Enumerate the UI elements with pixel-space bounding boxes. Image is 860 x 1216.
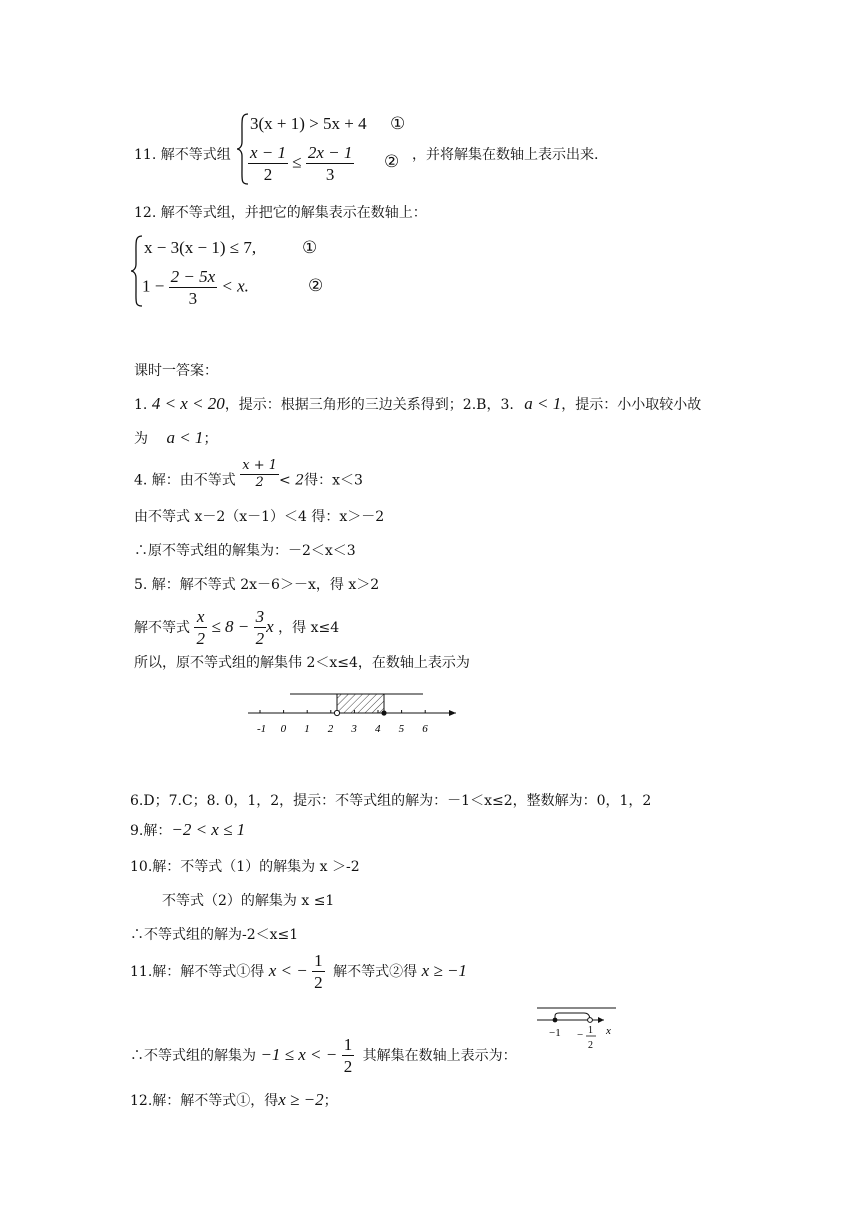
answer-1-cont-expr: a < 1: [166, 428, 204, 447]
answer-5-frac2-den: 2: [255, 629, 265, 649]
answer-5-line1: 5. 解：解不等式 2x－6＞－x，得 x＞2: [134, 577, 380, 593]
q11-frac2-num: 2x − 1: [306, 142, 355, 164]
answer-11-expr2: x ≥ −1: [421, 960, 467, 980]
answer-1-cont-post: ；: [203, 431, 218, 447]
q12-line2: [142, 266, 249, 310]
answer-11b-post: 其解集在数轴上表示为：: [362, 1047, 517, 1064]
answer-5-pre: 解不等式: [134, 619, 190, 636]
nl1-closed-point: [381, 710, 386, 715]
answer-4-pre: 4. 解：由不等式: [134, 472, 236, 489]
answer-1-text: ，提示：根据三角形的三边关系得到；2.B，3.: [224, 397, 514, 413]
nl2-label-left: −1: [549, 1027, 561, 1039]
answer-5-line3: 所以，原不等式组的解集伟 2＜x≤4，在数轴上表示为: [134, 655, 470, 671]
answer-5-var: x: [266, 616, 274, 636]
nl2-axis-label: x: [606, 1025, 611, 1037]
nl2-solution-arc: [555, 1013, 590, 1020]
answer-12-post: ；: [323, 1093, 338, 1109]
q12-frac-den: 3: [188, 289, 198, 309]
nl2-label-right-num: 1: [588, 1025, 593, 1036]
q11-op: ≤: [292, 152, 302, 172]
answer-11b-frac-num: 1: [342, 1034, 355, 1056]
answer-11-line2: [130, 1034, 517, 1078]
answers-heading: 课时一答案：: [134, 363, 218, 379]
nl1-tick-label: 6: [422, 723, 428, 735]
answer-5-frac1-den: 2: [196, 629, 205, 649]
answer-1-number: 1.: [134, 397, 148, 413]
nl2-label-right-den: 2: [588, 1040, 593, 1051]
q11-prefix: 11. 解不等式组: [134, 147, 231, 163]
answer-11-expr: x < −: [268, 960, 308, 980]
nl1-tick-label: 3: [351, 723, 357, 735]
answer-10-line2: 不等式（2）的解集为 x ≤1: [162, 893, 335, 909]
answer-4-line1: [134, 458, 363, 492]
nl1-tick-label: 4: [375, 723, 381, 735]
q11-suffix: ，并将解集在数轴上表示出来.: [412, 147, 599, 163]
answer-4-post: 得：x＜3: [304, 472, 363, 489]
answer-11-line1: [130, 950, 467, 994]
answer-4-line2: 由不等式 x－2（x－1）＜4 得：x＞－2: [134, 509, 385, 525]
answer-1-cont-pre: 为: [134, 431, 148, 447]
answer-10-line3: ∴不等式组的解为-2＜x≤1: [130, 927, 299, 943]
answer-9-pre: 9.解：: [130, 823, 172, 839]
answer-11-frac-den: 2: [314, 973, 323, 993]
q11-frac1-num: x − 1: [248, 142, 288, 164]
nl1-tick-label: 0: [280, 723, 287, 735]
q12-text: 12. 解不等式组，并把它的解集表示在数轴上：: [134, 205, 427, 221]
answer-5-frac1-num: x: [194, 606, 207, 628]
answer-3-expr: a < 1: [524, 394, 562, 413]
answer-11b-frac-den: 2: [343, 1057, 353, 1077]
answer-4-op: < 2: [279, 472, 305, 489]
answer-1-cont: [134, 428, 217, 448]
answer-11-mid: 解不等式②得: [333, 963, 418, 980]
q11-line1: 3(x + 1) > 5x + 4: [250, 114, 367, 133]
q12-line2-post: < x.: [221, 276, 249, 296]
answer-9-expr: −2 < x ≤ 1: [171, 820, 246, 839]
answer-12: [130, 1090, 338, 1110]
answer-5-line2: [134, 606, 339, 650]
answer-11b-expr: −1 ≤ x < −: [260, 1044, 338, 1064]
nl1-tick-label: 5: [398, 723, 405, 735]
q12-frac-num: 2 − 5x: [169, 266, 218, 288]
answer-11b-pre: ∴不等式组的解集为: [130, 1047, 256, 1064]
nl1-tick-label: -1: [257, 723, 267, 735]
answer-11-frac-num: 1: [312, 950, 325, 972]
answer-3-text: ，提示：小小取较小故: [561, 397, 702, 413]
answer-4-frac-den: 2: [255, 475, 264, 491]
answer-11-pre: 11.解：解不等式①得: [130, 963, 265, 980]
answer-12-pre: 12.解：解不等式①，得: [130, 1093, 279, 1109]
answer-4-frac-num: x + 1: [240, 458, 279, 475]
nl1-solution-region: [337, 694, 384, 713]
q11-line2: [248, 142, 354, 186]
nl2-open-point: [588, 1018, 593, 1023]
number-line-2: [534, 1004, 618, 1062]
answer-1-expr: 4 < x < 20: [151, 394, 225, 413]
answer-9: [130, 820, 245, 840]
number-line-1: [240, 682, 470, 742]
nl1-arrow-icon: [449, 710, 456, 716]
q12-mark2: ②: [308, 276, 324, 295]
answer-4-line3: ∴原不等式组的解集为：－2＜x＜3: [134, 543, 356, 559]
answer-12-expr: x ≥ −2: [278, 1090, 324, 1109]
answer-5-frac2-num: 3: [254, 606, 267, 628]
nl2-closed-point: [553, 1018, 558, 1023]
nl1-tick-label: 1: [304, 723, 310, 735]
answer-5-post: ，得 x≤4: [278, 619, 340, 636]
q12-line1: x − 3(x − 1) ≤ 7,: [144, 238, 257, 257]
answer-1-line: [134, 394, 701, 414]
nl2-label-right-sign: −: [577, 1029, 584, 1041]
q12-mark1: ①: [302, 238, 318, 257]
q11-mark2: ②: [384, 152, 400, 171]
answer-6-8: 6.D；7.C；8. 0，1，2，提示：不等式组的解为：－1＜x≤2，整数解为：0，1，2: [130, 793, 652, 809]
nl1-tick-label: 2: [327, 723, 334, 735]
q11-mark1: ①: [390, 114, 406, 133]
q11-frac1-den: 2: [263, 165, 273, 185]
answer-5-mid: ≤ 8 −: [211, 616, 250, 636]
nl1-open-point: [334, 710, 339, 715]
q11-frac2-den: 3: [325, 165, 335, 185]
answer-10-line1: 10.解：不等式（1）的解集为 x ＞-2: [130, 859, 360, 875]
q12-line2-pre: 1 −: [142, 276, 165, 296]
nl2-arrow-icon: [598, 1017, 604, 1023]
